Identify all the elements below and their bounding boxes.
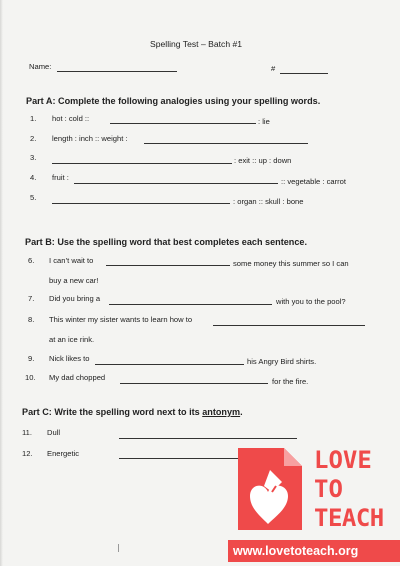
- name-label: Name:: [29, 62, 52, 71]
- item-number: 2.: [30, 134, 37, 143]
- prompt-text: : organ :: skull : bone: [233, 197, 304, 206]
- part-a-heading: Part A: Complete the following analogies using your spelling words.: [26, 96, 321, 106]
- answer-blank[interactable]: [213, 325, 365, 326]
- prompt-text: This winter my sister wants to learn how to: [49, 315, 193, 324]
- prompt-text: at an ice rink.: [49, 335, 95, 344]
- item-number: 9.: [28, 354, 35, 363]
- scan-edge: [0, 0, 3, 566]
- answer-blank[interactable]: [110, 123, 256, 124]
- brand-word-to: TO: [314, 475, 343, 503]
- prompt-text: My dad chopped: [49, 373, 106, 382]
- answer-blank[interactable]: [144, 143, 308, 144]
- prompt-text: fruit :: [52, 173, 69, 182]
- prompt-text: Nick likes to: [49, 354, 90, 363]
- antonym-word: Dull: [47, 428, 61, 437]
- answer-blank[interactable]: [119, 458, 239, 459]
- prompt-text: : exit :: up : down: [234, 156, 292, 165]
- brand-word-teach: TEACH: [314, 504, 384, 532]
- prompt-text: length : inch :: weight :: [52, 134, 128, 143]
- part-c-heading-emphasis: antonym: [202, 407, 241, 417]
- prompt-text: :: vegetable : carrot: [281, 177, 347, 186]
- answer-blank[interactable]: [52, 163, 232, 164]
- number-label: #: [271, 64, 276, 73]
- page-title: Spelling Test – Batch #1: [150, 39, 243, 49]
- answer-blank[interactable]: [109, 304, 272, 305]
- answer-blank[interactable]: [52, 203, 230, 204]
- item-number: 8.: [28, 315, 35, 324]
- prompt-text: I can’t wait to: [49, 256, 94, 265]
- prompt-text: hot : cold ::: [52, 114, 90, 123]
- scan-mark: [118, 544, 119, 552]
- answer-blank[interactable]: [74, 183, 278, 184]
- item-number: 12.: [22, 449, 33, 458]
- item-number: 4.: [30, 173, 37, 182]
- brand-word-love: LOVE: [314, 446, 372, 474]
- prompt-text: some money this summer so I can: [233, 259, 349, 268]
- part-c-heading-prefix: Part C: Write the spelling word next to its: [22, 407, 203, 417]
- prompt-text: Did you bring a: [49, 294, 101, 303]
- item-number: 1.: [30, 114, 37, 123]
- answer-blank[interactable]: [119, 438, 297, 439]
- part-b-heading: Part B: Use the spelling word that best completes each sentence.: [25, 237, 307, 247]
- prompt-text: for the fire.: [272, 377, 309, 386]
- answer-blank[interactable]: [120, 383, 268, 384]
- item-number: 5.: [30, 193, 37, 202]
- antonym-word: Energetic: [47, 449, 80, 458]
- prompt-text: with you to the pool?: [276, 297, 346, 306]
- watermark-url[interactable]: www.lovetoteach.org: [233, 544, 359, 558]
- name-blank[interactable]: [57, 71, 177, 72]
- item-number: 3.: [30, 153, 37, 162]
- item-number: 10.: [25, 373, 36, 382]
- part-c-heading-suffix: .: [240, 407, 243, 417]
- prompt-text: buy a new car!: [49, 276, 99, 285]
- item-number: 6.: [28, 256, 35, 265]
- answer-blank[interactable]: [106, 265, 230, 266]
- prompt-text: : lie: [258, 117, 270, 126]
- part-c-heading: [22, 408, 243, 417]
- item-number: 7.: [28, 294, 35, 303]
- love-to-teach-logo-icon: [234, 446, 306, 534]
- number-blank[interactable]: [280, 73, 328, 74]
- prompt-text: his Angry Bird shirts.: [247, 357, 317, 366]
- item-number: 11.: [22, 428, 32, 437]
- answer-blank[interactable]: [95, 364, 244, 365]
